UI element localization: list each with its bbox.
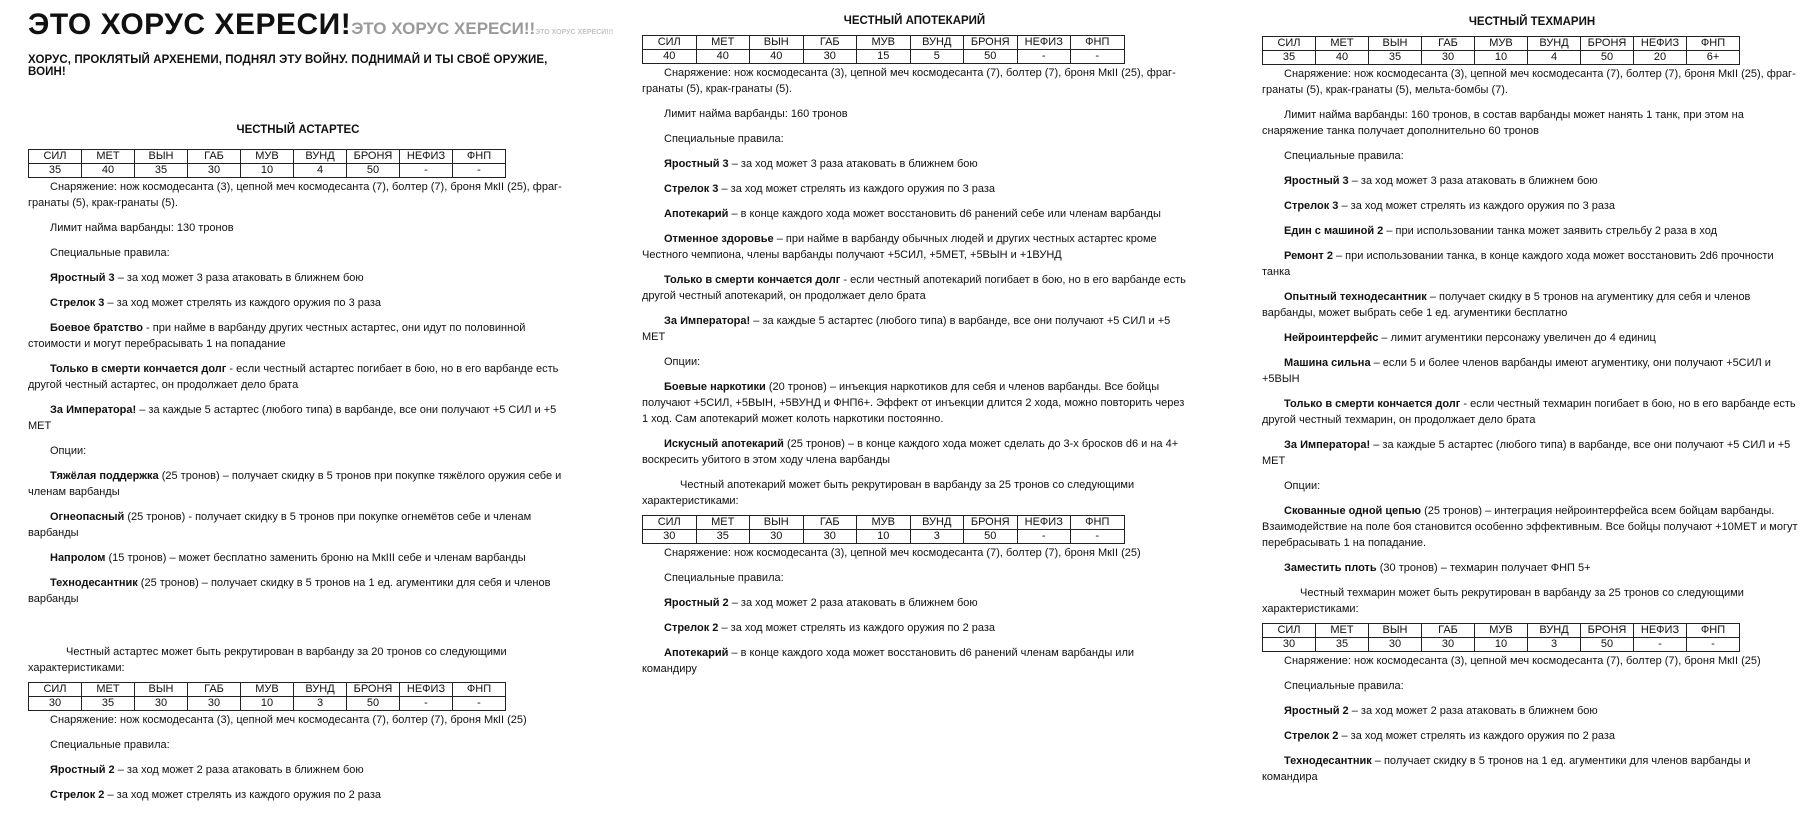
stat-value: 50 bbox=[964, 530, 1018, 544]
stat-value: 40 bbox=[1316, 51, 1369, 65]
stats-table bbox=[642, 35, 1125, 64]
stat-value: 40 bbox=[750, 50, 804, 64]
rule-item: Яростный 3 – за ход может 3 раза атаковать в ближнем бою bbox=[1284, 175, 1598, 187]
stat-value: 35 bbox=[1316, 638, 1369, 652]
stat-header: СИЛ bbox=[29, 683, 82, 697]
rule-item: Стрелок 2 – за ход может стрелять из каждого оружия по 2 раза bbox=[50, 789, 382, 801]
stat-value: 3 bbox=[910, 530, 964, 544]
stat-value: 4 bbox=[294, 164, 347, 178]
limit-text: Лимит найма варбанды: 160 тронов, в состав варбанды может нанять 1 танк, при этом на снаряжение танка получает дополнительно 60 тронов bbox=[1262, 109, 1744, 137]
stat-header: ФНП bbox=[453, 683, 506, 697]
stat-header: ВЫН bbox=[135, 150, 188, 164]
title-medium: ЭТО ХОРУС ХЕРЕСИ!! bbox=[351, 19, 536, 38]
stat-value: 40 bbox=[82, 164, 135, 178]
stat-value: - bbox=[400, 697, 453, 711]
stat-header: ВУНД bbox=[294, 683, 347, 697]
stats-value-row bbox=[1263, 638, 1740, 652]
rule-item: Стрелок 3 – за ход может стрелять из каждого оружия по 3 раза bbox=[1284, 200, 1616, 212]
option-item: Огнеопасный (25 тронов) - получает скидку в 5 тронов при покупке огнемётов себе и членам варбанды bbox=[28, 511, 532, 539]
stat-value: 30 bbox=[803, 50, 857, 64]
stat-header: ВУНД bbox=[1528, 624, 1581, 638]
stats-header-row bbox=[29, 150, 506, 164]
stat-header: НЕФИЗ bbox=[400, 683, 453, 697]
stat-header: ГАБ bbox=[803, 516, 857, 530]
rule-item: Стрелок 3 – за ход может стрелять из каждого оружия по 3 раза bbox=[664, 183, 996, 195]
option-item: Искусный апотекарий (25 тронов) – в конце каждого хода может сделать до 3-х бросков d6 и на 4+ воскресить убитого в этом ходу члена варбанды bbox=[642, 438, 1179, 466]
stat-value: - bbox=[1687, 638, 1740, 652]
recruit-stats-table bbox=[1262, 623, 1740, 652]
stat-header: ВЫН bbox=[750, 516, 804, 530]
stats-header-row bbox=[1263, 624, 1740, 638]
options-label: Опции: bbox=[664, 356, 701, 368]
stat-header: НЕФИЗ bbox=[400, 150, 453, 164]
stat-value: 50 bbox=[964, 50, 1018, 64]
stat-value: 30 bbox=[1422, 51, 1475, 65]
section-heading: ЧЕСТНЫЙ АСТАРТЕС bbox=[236, 124, 360, 136]
recruit-stats-table bbox=[28, 682, 506, 711]
stat-value: 35 bbox=[135, 164, 188, 178]
gear-text: Снаряжение: нож космодесанта (3), цепной меч космодесанта (7), болтер (7), броня МкII (25), фраг-гранаты (5), крак-гранаты (5), мельта-бомбы (7). bbox=[1262, 68, 1796, 96]
stat-header: ВУНД bbox=[1528, 37, 1581, 51]
column-honest-techmarine bbox=[1262, 0, 1802, 794]
stat-header: НЕФИЗ bbox=[1017, 516, 1071, 530]
stat-value: 50 bbox=[1581, 51, 1634, 65]
stat-header: ГАБ bbox=[1422, 37, 1475, 51]
stat-value: 30 bbox=[188, 164, 241, 178]
rule-item: Нейроинтерфейс – лимит агументики персонажу увеличен до 4 единиц bbox=[1284, 332, 1656, 344]
stat-header: БРОНЯ bbox=[1581, 37, 1634, 51]
stat-header: ВЫН bbox=[750, 36, 804, 50]
special-rules-label: Специальные правила: bbox=[664, 572, 784, 584]
stat-value: - bbox=[400, 164, 453, 178]
stat-header: ФНП bbox=[453, 150, 506, 164]
rule-item: Боевое братство - при найме в варбанду других честных астартес, они идут по половинной стоимости и могут перебрасывать 1 на попадание bbox=[28, 322, 526, 350]
column-honest-astartes bbox=[28, 0, 614, 812]
stats-value-row bbox=[1263, 51, 1740, 65]
stat-header: НЕФИЗ bbox=[1017, 36, 1071, 50]
rule-item: За Императора! – за каждые 5 астартес (любого типа) в варбанде, все они получают +5 СИЛ и +5 МЕТ bbox=[28, 404, 557, 432]
rule-item: Стрелок 2 – за ход может стрелять из каждого оружия по 2 раза bbox=[664, 622, 996, 634]
stat-value: 20 bbox=[1634, 51, 1687, 65]
stat-value: 30 bbox=[750, 530, 804, 544]
page-title bbox=[28, 8, 614, 42]
stat-value: - bbox=[1071, 50, 1125, 64]
page-subtitle: ХОРУС, ПРОКЛЯТЫЙ АРХЕНЕМИ, ПОДНЯЛ ЭТУ ВОЙНУ. ПОДНИМАЙ И ТЫ СВОЁ ОРУЖИЕ, ВОИН! bbox=[28, 54, 548, 78]
stat-value: 50 bbox=[347, 697, 400, 711]
rule-item: Технодесантник – получает скидку в 5 тронов на 1 ед. агументики для членов варбанды и командира bbox=[1262, 755, 1751, 783]
section-heading: ЧЕСТНЫЙ АПОТЕКАРИЙ bbox=[843, 15, 986, 27]
rule-item: Только в смерти кончается долг - если честный астартес погибает в бою, но в его варбанде есть другой честный астартес, он продолжает дело брата bbox=[28, 363, 559, 391]
limit-text: Лимит найма варбанды: 130 тронов bbox=[50, 222, 234, 234]
stat-header: ВУНД bbox=[910, 36, 964, 50]
stat-value: 30 bbox=[643, 530, 697, 544]
stats-table bbox=[1262, 36, 1740, 65]
stat-header: НЕФИЗ bbox=[1634, 37, 1687, 51]
stat-value: 10 bbox=[1475, 638, 1528, 652]
recruit-gear-text: Снаряжение: нож космодесанта (3), цепной меч космодесанта (7), болтер (7), броня МкII (25) bbox=[50, 714, 527, 726]
stat-value: 3 bbox=[294, 697, 347, 711]
stat-value: 40 bbox=[643, 50, 697, 64]
stat-value: - bbox=[1017, 530, 1071, 544]
stats-header-row bbox=[643, 516, 1125, 530]
recruit-text: Честный техмарин может быть рекрутирован в варбанду за 25 тронов со следующими характеристиками: bbox=[1262, 587, 1744, 615]
recruit-stats-table bbox=[642, 515, 1125, 544]
rule-item: Яростный 2 – за ход может 2 раза атаковать в ближнем бою bbox=[50, 764, 364, 776]
stats-value-row bbox=[29, 697, 506, 711]
stat-header: ВЫН bbox=[1369, 37, 1422, 51]
rule-item: Яростный 3 – за ход может 3 раза атаковать в ближнем бою bbox=[664, 158, 978, 170]
stat-header: ГАБ bbox=[188, 683, 241, 697]
options-label: Опции: bbox=[50, 445, 87, 457]
stat-header: СИЛ bbox=[643, 516, 697, 530]
limit-text: Лимит найма варбанды: 160 тронов bbox=[664, 108, 848, 120]
stat-header: ФНП bbox=[1071, 516, 1125, 530]
rule-item: За Императора! – за каждые 5 астартес (любого типа) в варбанде, все они получают +5 СИЛ и +5 МЕТ bbox=[1262, 439, 1791, 467]
special-rules-label: Специальные правила: bbox=[1284, 680, 1404, 692]
stat-value: 30 bbox=[188, 697, 241, 711]
stats-value-row bbox=[29, 164, 506, 178]
stat-header: ВУНД bbox=[294, 150, 347, 164]
stat-header: МУВ bbox=[857, 36, 911, 50]
stat-header: ГАБ bbox=[1422, 624, 1475, 638]
stat-value: - bbox=[453, 164, 506, 178]
stat-header: ВЫН bbox=[135, 683, 188, 697]
stat-value: 35 bbox=[82, 697, 135, 711]
title-big: ЭТО ХОРУС ХЕРЕСИ! bbox=[28, 8, 352, 41]
stat-value: - bbox=[1634, 638, 1687, 652]
stat-value: 30 bbox=[1422, 638, 1475, 652]
stat-header: НЕФИЗ bbox=[1634, 624, 1687, 638]
stat-header: МЕТ bbox=[696, 36, 750, 50]
stat-header: ФНП bbox=[1687, 624, 1740, 638]
rule-item: Только в смерти кончается долг - если честный апотекарий погибает в бою, но в его варбанде есть другой честный апотекарий, он продолжает дело брата bbox=[642, 274, 1186, 302]
rule-item: Только в смерти кончается долг - если честный техмарин погибает в бою, но в его варбанде есть другой честный техмарин, он продолжает дело брата bbox=[1262, 398, 1796, 426]
stats-header-row bbox=[643, 36, 1125, 50]
special-rules-label: Специальные правила: bbox=[664, 133, 784, 145]
stat-header: СИЛ bbox=[643, 36, 697, 50]
stat-header: МЕТ bbox=[696, 516, 750, 530]
gear-text: Снаряжение: нож космодесанта (3), цепной меч космодесанта (7), болтер (7), броня МкII (25), фраг-гранаты (5), крак-гранаты (5). bbox=[28, 181, 562, 209]
special-rules-label: Специальные правила: bbox=[50, 739, 170, 751]
stat-header: МЕТ bbox=[82, 683, 135, 697]
rule-item: Един с машиной 2 – при использовании танка может заявить стрельбу 2 раза в ход bbox=[1284, 225, 1717, 237]
stat-value: 50 bbox=[347, 164, 400, 178]
recruit-gear-text: Снаряжение: нож космодесанта (3), цепной меч космодесанта (7), болтер (7), броня МкII (25) bbox=[1284, 655, 1761, 667]
stat-header: БРОНЯ bbox=[1581, 624, 1634, 638]
stat-value: 3 bbox=[1528, 638, 1581, 652]
stats-value-row bbox=[643, 530, 1125, 544]
stat-value: 15 bbox=[857, 50, 911, 64]
stat-value: 30 bbox=[803, 530, 857, 544]
stat-value: 35 bbox=[1263, 51, 1316, 65]
rule-item: Ремонт 2 – при использовании танка, в конце каждого хода может восстановить 2d6 прочности танка bbox=[1262, 250, 1774, 278]
stats-header-row bbox=[1263, 37, 1740, 51]
stat-value: 40 bbox=[696, 50, 750, 64]
stat-header: ВЫН bbox=[1369, 624, 1422, 638]
stat-value: 10 bbox=[241, 697, 294, 711]
stat-header: МЕТ bbox=[82, 150, 135, 164]
stat-header: СИЛ bbox=[29, 150, 82, 164]
stat-header: ФНП bbox=[1071, 36, 1125, 50]
rule-item: Апотекарий – в конце каждого хода может восстановить d6 ранений членам варбанды или командиру bbox=[642, 647, 1135, 675]
option-item: Боевые наркотики (20 тронов) – инъекция наркотиков для себя и членов варбанды. Все бойцы получают +5СИЛ, +5ВЫН, +5ВУНД и ФНП6+. Эффект от инъекции длится 2 хода, можно повторить через 1 ход. Сам апотекарий может колоть наркотики постоянно. bbox=[642, 381, 1185, 425]
rule-item: Апотекарий – в конце каждого хода может восстановить d6 ранений себе или членам варбанды bbox=[664, 208, 1161, 220]
stat-value: 10 bbox=[1475, 51, 1528, 65]
stat-header: ВУНД bbox=[910, 516, 964, 530]
stat-header: БРОНЯ bbox=[964, 516, 1018, 530]
rule-item: Опытный технодесантник – получает скидку в 5 тронов на агументику для себя и членов варбанды, может выбрать себе 1 ед. агументики бесплатно bbox=[1262, 291, 1751, 319]
stat-header: МЕТ bbox=[1316, 624, 1369, 638]
option-item: Напролом (15 тронов) – может бесплатно заменить броню на МкIII себе и членам варбанды bbox=[50, 552, 526, 564]
stat-value: 50 bbox=[1581, 638, 1634, 652]
stat-value: 30 bbox=[29, 697, 82, 711]
stat-header: МУВ bbox=[241, 683, 294, 697]
stats-value-row bbox=[643, 50, 1125, 64]
stat-value: 35 bbox=[1369, 51, 1422, 65]
rule-item: Яростный 2 – за ход может 2 раза атаковать в ближнем бою bbox=[1284, 705, 1598, 717]
stat-value: 30 bbox=[135, 697, 188, 711]
stat-header: ГАБ bbox=[188, 150, 241, 164]
special-rules-label: Специальные правила: bbox=[50, 247, 170, 259]
stat-value: - bbox=[453, 697, 506, 711]
stats-header-row bbox=[29, 683, 506, 697]
stat-value: - bbox=[1017, 50, 1071, 64]
stat-header: МЕТ bbox=[1316, 37, 1369, 51]
option-item: Заместить плоть (30 тронов) – техмарин получает ФНП 5+ bbox=[1284, 562, 1591, 574]
stat-header: МУВ bbox=[241, 150, 294, 164]
stat-header: МУВ bbox=[857, 516, 911, 530]
stat-value: 6+ bbox=[1687, 51, 1740, 65]
rule-item: Отменное здоровье – при найме в варбанду обычных людей и других честных астартес кроме Честного чемпиона, члены варбанды получают +5СИЛ, +5МЕТ, +5ВЫН и +1ВУНД bbox=[642, 233, 1157, 261]
stat-value: 30 bbox=[1369, 638, 1422, 652]
rule-item: За Императора! – за каждые 5 астартес (любого типа) в варбанде, все они получают +5 СИЛ и +5 МЕТ bbox=[642, 315, 1171, 343]
recruit-gear-text: Снаряжение: нож космодесанта (3), цепной меч космодесанта (7), болтер (7), броня МкII (25) bbox=[664, 547, 1141, 559]
stat-value: 10 bbox=[241, 164, 294, 178]
option-item: Тяжёлая поддержка (25 тронов) – получает скидку в 5 тронов при покупке тяжёлого оружия себе и членам варбанды bbox=[28, 470, 562, 498]
special-rules-label: Специальные правила: bbox=[1284, 150, 1404, 162]
stat-header: СИЛ bbox=[1263, 624, 1316, 638]
recruit-text: Честный апотекарий может быть рекрутирован в варбанду за 25 тронов со следующими характеристиками: bbox=[642, 479, 1135, 507]
stat-header: БРОНЯ bbox=[964, 36, 1018, 50]
stat-header: БРОНЯ bbox=[347, 683, 400, 697]
option-item: Технодесантник (25 тронов) – получает скидку в 5 тронов на 1 ед. агументики для себя и членов варбанды bbox=[28, 577, 551, 605]
stat-value: 5 bbox=[910, 50, 964, 64]
stat-header: МУВ bbox=[1475, 624, 1528, 638]
gear-text: Снаряжение: нож космодесанта (3), цепной меч космодесанта (7), болтер (7), броня МкII (25), фраг-гранаты (5), крак-гранаты (5). bbox=[642, 67, 1176, 95]
stat-header: МУВ bbox=[1475, 37, 1528, 51]
rule-item: Яростный 2 – за ход может 2 раза атаковать в ближнем бою bbox=[664, 597, 978, 609]
column-honest-apothecary bbox=[642, 0, 1187, 686]
stat-value: 4 bbox=[1528, 51, 1581, 65]
stat-value: 30 bbox=[1263, 638, 1316, 652]
title-small: ЭТО ХОРУС ХЕРЕСИ!!! bbox=[535, 29, 614, 36]
stats-table bbox=[28, 149, 506, 178]
rule-item: Стрелок 2 – за ход может стрелять из каждого оружия по 2 раза bbox=[1284, 730, 1616, 742]
stat-header: СИЛ bbox=[1263, 37, 1316, 51]
stat-header: БРОНЯ bbox=[347, 150, 400, 164]
stat-header: ГАБ bbox=[803, 36, 857, 50]
options-label: Опции: bbox=[1284, 480, 1321, 492]
option-item: Скованные одной цепью (25 тронов) – интеграция нейроинтерфейса всем бойцам варбанды. Взаимодействие на поле боя становится особенно эффективным. Все бойцы получают +10МЕТ и могут перебрасывать 1 на попадание. bbox=[1262, 505, 1798, 549]
stat-value: 35 bbox=[696, 530, 750, 544]
rule-item: Машина сильна – если 5 и более членов варбанды имеют агументику, они получают +5СИЛ и +5ВЫН bbox=[1262, 357, 1771, 385]
stat-header: ФНП bbox=[1687, 37, 1740, 51]
recruit-text: Честный астартес может быть рекрутирован в варбанду за 20 тронов со следующими характеристиками: bbox=[28, 646, 507, 674]
section-heading: ЧЕСТНЫЙ ТЕХМАРИН bbox=[1468, 16, 1596, 28]
rule-item: Стрелок 3 – за ход может стрелять из каждого оружия по 3 раза bbox=[50, 297, 382, 309]
rule-item: Яростный 3 – за ход может 3 раза атаковать в ближнем бою bbox=[50, 272, 364, 284]
stat-value: 10 bbox=[857, 530, 911, 544]
stat-value: - bbox=[1071, 530, 1125, 544]
stat-value: 35 bbox=[29, 164, 82, 178]
